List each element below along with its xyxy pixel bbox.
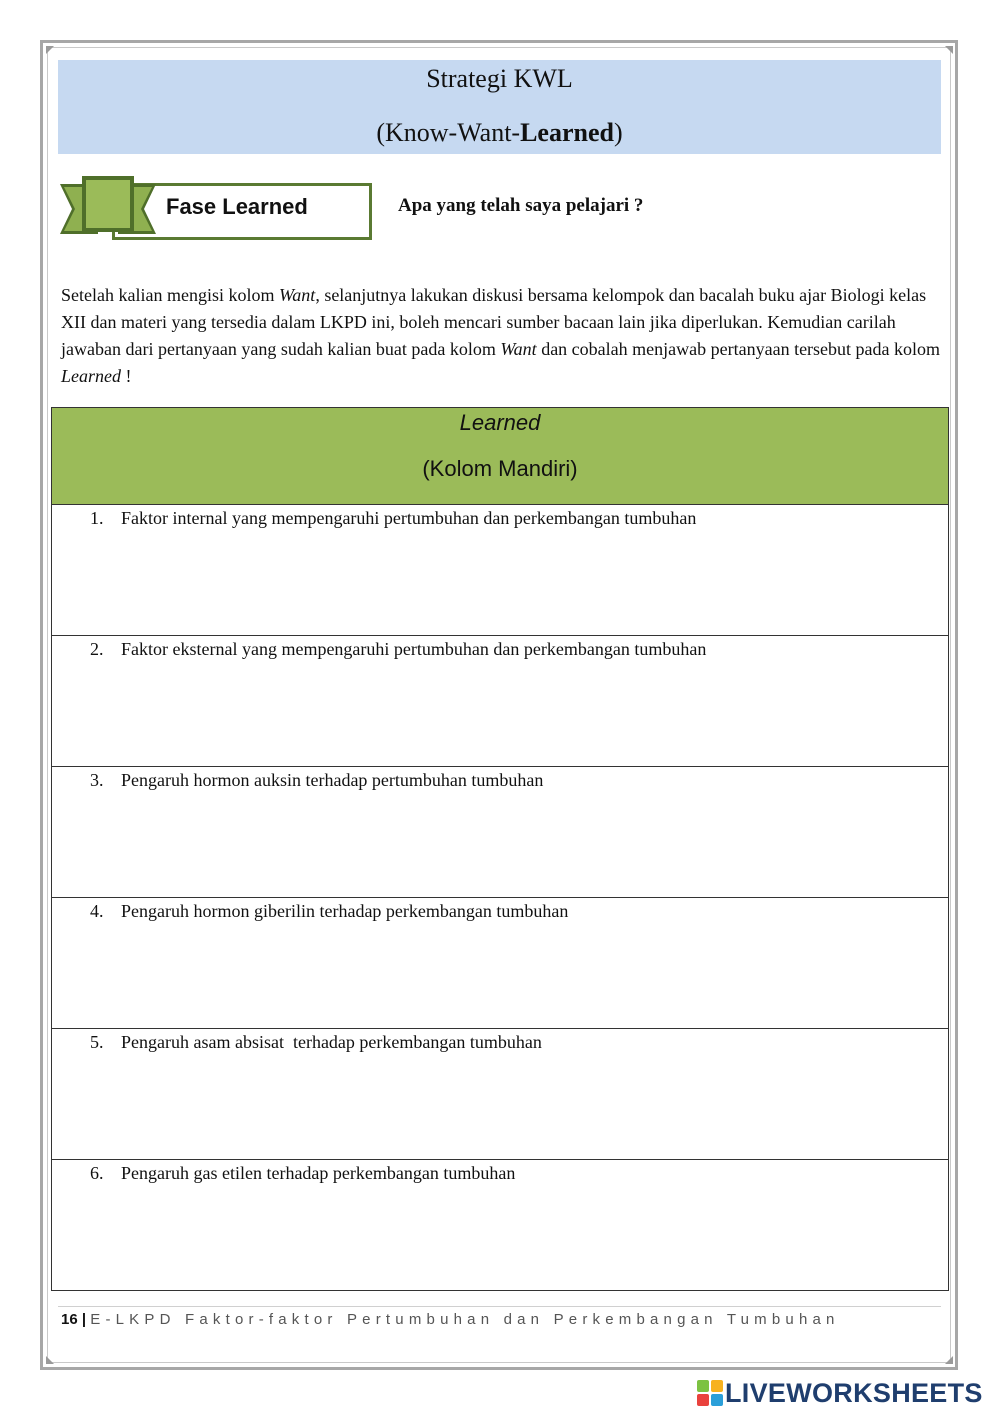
header-band bbox=[58, 60, 941, 154]
subtitle-prefix: (Know-Want- bbox=[376, 118, 521, 147]
intro-text-1: Setelah kalian mengisi kolom bbox=[61, 285, 279, 305]
subtitle-suffix: ) bbox=[613, 118, 623, 147]
row-prompt: Pengaruh asam absisat terhadap perkembangan tumbuhan bbox=[121, 1032, 542, 1052]
learned-table-header bbox=[52, 408, 948, 505]
row-number: 5. bbox=[90, 1032, 104, 1052]
corner-ornament-top-left bbox=[46, 46, 54, 54]
intro-want-1: Want bbox=[278, 285, 316, 305]
page-number: 16 bbox=[61, 1311, 78, 1328]
row-number: 4. bbox=[90, 901, 104, 921]
phase-badge-label: Fase Learned bbox=[166, 194, 308, 219]
row-number: 6. bbox=[90, 1163, 104, 1183]
row-number: 1. bbox=[90, 508, 104, 528]
table-header-subtitle: (Kolom Mandiri) bbox=[422, 456, 578, 481]
page-subtitle bbox=[58, 118, 941, 148]
guiding-question: Apa yang telah saya pelajari ? bbox=[398, 195, 644, 216]
answer-row[interactable] bbox=[52, 767, 948, 898]
intro-want-2: Want bbox=[500, 339, 537, 359]
row-prompt: Pengaruh hormon auksin terhadap pertumbuhan tumbuhan bbox=[121, 770, 544, 790]
table-header-title: Learned bbox=[459, 410, 541, 435]
subtitle-bold: Learned bbox=[520, 118, 614, 147]
page-footer bbox=[61, 1311, 840, 1328]
answer-row[interactable] bbox=[52, 636, 948, 767]
answer-row[interactable] bbox=[52, 898, 948, 1029]
page-title: Strategi KWL bbox=[426, 64, 573, 93]
watermark-text: LIVEWORKSHEETS bbox=[725, 1378, 983, 1408]
corner-ornament-top-right bbox=[945, 46, 953, 54]
instruction-paragraph bbox=[61, 282, 941, 390]
footer-separator: | bbox=[81, 1311, 87, 1328]
answer-row[interactable] bbox=[52, 505, 948, 636]
answer-row[interactable] bbox=[52, 1029, 948, 1160]
corner-ornament-bottom-right bbox=[945, 1356, 953, 1364]
answer-row[interactable] bbox=[52, 1160, 948, 1291]
intro-text-2: , selanjutnya lakukan diskusi bersama kelompok dan bacalah buku ajar Biologi kelas XII dan materi yang tersedia dalam LKPD ini, boleh mencari sumber bacaan lain jika diperlukan. Kemudian carilah jawaban dari pertanyaan yang sudah kalian buat pada kolom bbox=[61, 285, 927, 359]
row-prompt: Pengaruh gas etilen terhadap perkembangan tumbuhan bbox=[121, 1163, 516, 1183]
phase-badge bbox=[58, 172, 378, 246]
row-number: 3. bbox=[90, 770, 104, 790]
intro-text-4: ! bbox=[121, 366, 132, 386]
row-prompt: Pengaruh hormon giberilin terhadap perkembangan tumbuhan bbox=[121, 901, 569, 921]
learned-table bbox=[51, 407, 949, 1291]
ribbon-banner-icon bbox=[58, 172, 168, 246]
row-prompt: Faktor eksternal yang mempengaruhi pertumbuhan dan perkembangan tumbuhan bbox=[121, 639, 707, 659]
intro-learned: Learned bbox=[61, 366, 121, 386]
row-prompt: Faktor internal yang mempengaruhi pertumbuhan dan perkembangan tumbuhan bbox=[121, 508, 697, 528]
row-number: 2. bbox=[90, 639, 104, 659]
footer-title: E-LKPD Faktor-faktor Pertumbuhan dan Perkembangan Tumbuhan bbox=[90, 1311, 840, 1328]
corner-ornament-bottom-left bbox=[46, 1356, 54, 1364]
liveworksheets-logo-icon bbox=[697, 1380, 723, 1406]
intro-text-3: dan cobalah menjawab pertanyaan tersebut pada kolom bbox=[536, 339, 941, 359]
footer-divider bbox=[58, 1306, 941, 1307]
